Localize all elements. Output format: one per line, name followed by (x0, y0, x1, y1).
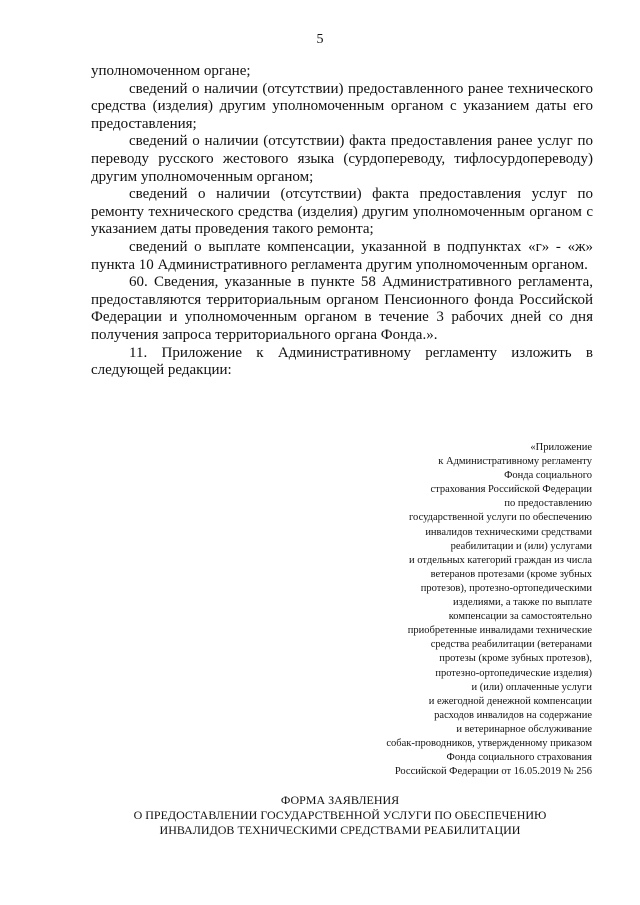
paragraph: сведений о наличии (отсутствии) факта предоставления ранее услуг по переводу русского жестового языка (сурдопереводу, тифлосурдопереводу) другим уполномоченным органом; (91, 133, 593, 185)
appendix-line: страхования Российской Федерации (430, 484, 592, 496)
appendix-line: реабилитации и (или) услугами (450, 540, 592, 552)
form-title-line: ФОРМА ЗАЯВЛЕНИЯ (280, 793, 400, 807)
appendix-header-block (322, 441, 592, 779)
form-title (0, 793, 640, 838)
appendix-line: компенсации за самостоятельно (448, 611, 592, 623)
appendix-line: «Приложение (530, 442, 592, 453)
appendix-line: Фонда социального (504, 470, 592, 482)
paragraph: сведений о выплате компенсации, указанной в подпунктах «г» - «ж» пункта 10 Административного регламента другим уполномоченным органом. (91, 238, 593, 273)
appendix-line: приобретенные инвалидами технические (407, 625, 592, 637)
document-body (91, 63, 593, 380)
appendix-line: инвалидов техническими средствами (425, 526, 592, 538)
paragraph: 11. Приложение к Административному регламенту изложить в следующей редакции: (91, 344, 593, 379)
appendix-line: и отдельных категорий граждан из числа (409, 554, 592, 566)
appendix-line: протезно-ортопедические изделия) (435, 667, 592, 679)
paragraph: сведений о наличии (отсутствии) факта предоставления услуг по ремонту технического средства (изделия) другим уполномоченным органом с указанием даты проведения такого ремонта; (91, 186, 593, 238)
appendix-line: и ветеринарное обслуживание (456, 723, 592, 735)
appendix-line: протезы (кроме зубных протезов), (439, 653, 592, 665)
paragraph: сведений о наличии (отсутствии) предоставленного ранее технического средства (изделия) другим уполномоченным органом с указанием даты его предоставления; (91, 80, 593, 132)
appendix-line: ветеранов протезами (кроме зубных (430, 568, 592, 580)
appendix-line: к Административному регламенту (438, 456, 592, 468)
appendix-line: Российской Федерации от 16.05.2019 № 256 (394, 766, 592, 778)
appendix-line: по предоставлению (504, 498, 592, 510)
appendix-line: и ежегодной денежной компенсации (428, 695, 592, 707)
appendix-line: изделиями, а также по выплате (453, 597, 592, 609)
appendix-line: протезов), протезно-ортопедическими (420, 582, 592, 594)
appendix-line: расходов инвалидов на содержание (434, 709, 592, 721)
appendix-line: и (или) оплаченные услуги (471, 681, 592, 693)
form-title-line: О ПРЕДОСТАВЛЕНИИ ГОСУДАРСТВЕННОЙ УСЛУГИ ПО ОБЕСПЕЧЕНИЮ (133, 808, 547, 822)
appendix-line: средства реабилитации (ветеранами (430, 639, 592, 651)
appendix-line: собак-проводников, утвержденному приказом (386, 737, 592, 749)
form-title-line: ИНВАЛИДОВ ТЕХНИЧЕСКИМИ СРЕДСТВАМИ РЕАБИЛИТАЦИИ (159, 823, 521, 837)
paragraph: 60. Сведения, указанные в пункте 58 Административного регламента, предоставляются территориальным органом Пенсионного фонда Российской Федерации и уполномоченным органом в течение 3 рабочих дней со дня получения запроса территориального органа Фонда.». (91, 274, 593, 343)
appendix-line: государственной услуги по обеспечению (409, 512, 592, 524)
appendix-line: Фонда социального страхования (446, 752, 592, 764)
paragraph: уполномоченном органе; (91, 63, 251, 79)
page-number: 5 (316, 32, 324, 47)
